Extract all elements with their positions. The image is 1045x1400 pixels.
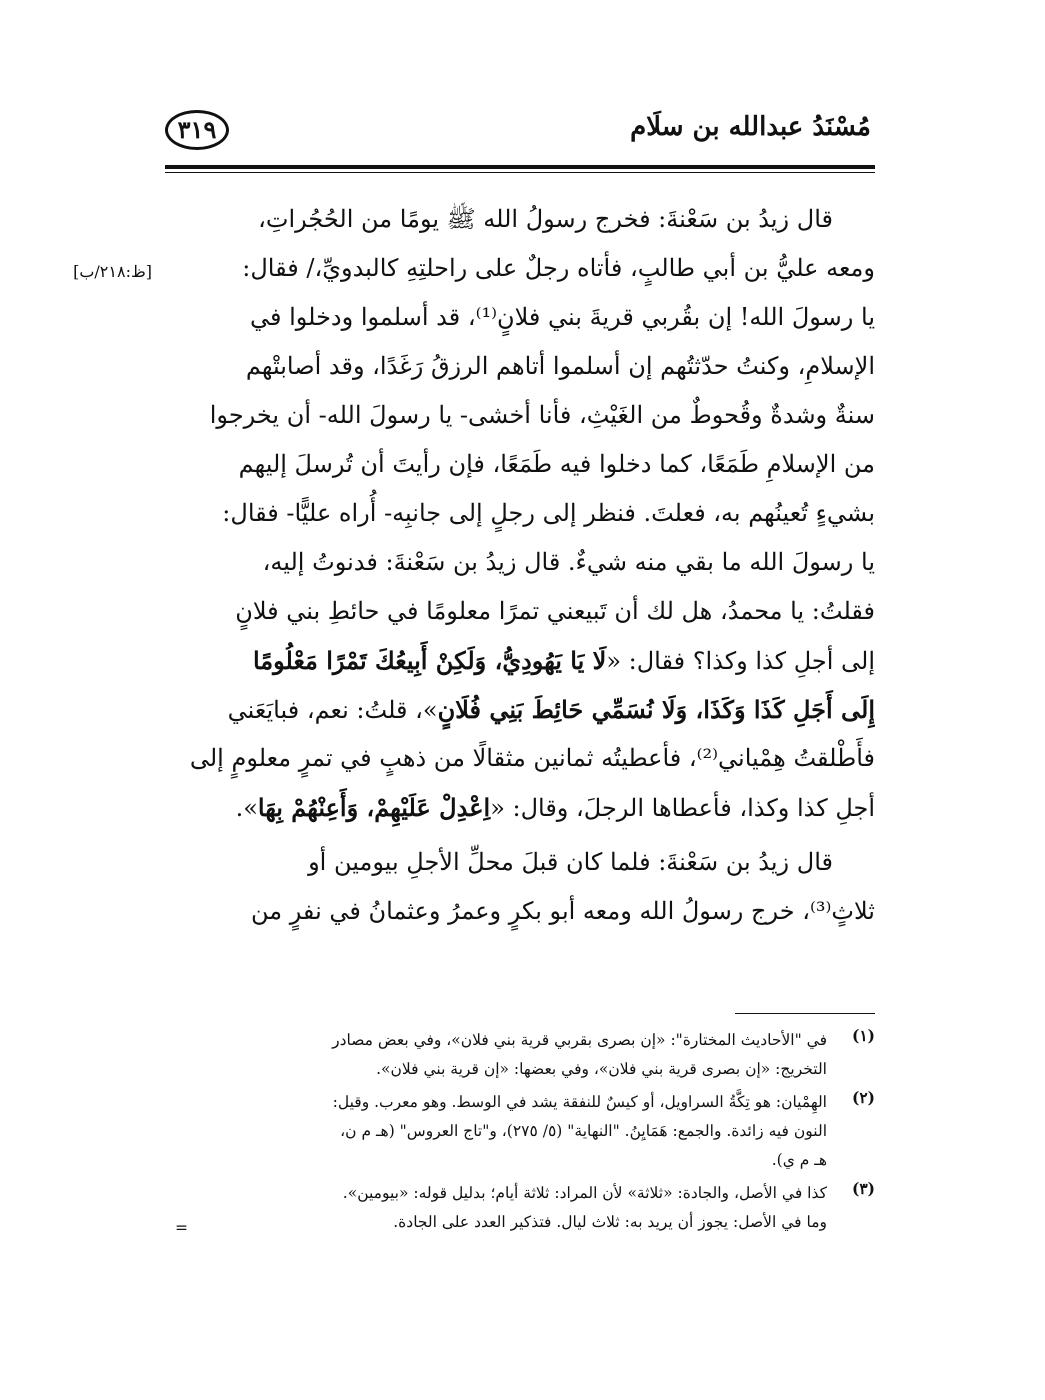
continuation-mark: = [175,1219,188,1237]
footnote-line: هـ م ي). [771,1151,827,1169]
text-line: فأَطْلقتُ هِمْياني⁽²⁾، فأعطيتُه ثمانين مثقالًا من ذهبٍ في تمرٍ معلومٍ إلى [189,744,875,772]
footnote-line: الهِمْيان: هو تِكَّةُ السراويل، أو كيسٌ للنفقة يشد في الوسط. وهو معرب. وقيل: [332,1093,827,1111]
running-title: مُسْنَدُ عبدالله بن سلَام [630,112,871,142]
footnote-2 [165,1088,875,1175]
footnote-line: النون فيه زائدة. والجمع: هَمَايِنُ. "النهاية" (٥/ ٢٧٥)، و"تاج العروس" (هـ م ن، [340,1122,827,1140]
text-line: سنةٌ وشدةٌ وقُحوطٌ من الغَيْثِ، فأنا أخشى- يا رسولَ الله- أن يخرجوا [209,401,875,429]
hadith-quote: لَا يَا يَهُودِيُّ، وَلَكِنْ أَبِيعُكَ تَمْرًا مَعْلُومًا [252,646,607,675]
footnotes [165,1026,875,1241]
text-line: بشيءٍ تُعينُهم به، فعلتَ. فنظر إلى رجلٍ إلى جانبِه- أُراه عليًّا- فقال: [222,499,875,527]
text-line: ومعه عليُّ بن أبي طالبٍ، فأتاه رجلٌ على راحلتِهِ كالبدويِّ،/ فقال: [242,254,875,282]
text-segment: أجلِ كذا وكذا، فأعطاها الرجلَ، وقال: « [490,794,875,822]
text-line: فقلتُ: يا محمدُ، هل لك أن تَبيعني تمرًا معلومًا في حائطِ بني فلانٍ [235,597,875,625]
footnote-number: (١) [851,1026,875,1045]
footnote-line: التخريج: «إن بصرى قرية بني فلان»، وفي بعضها: «إن قرية بني فلان». [376,1060,827,1078]
text-line [165,685,875,734]
text-line [165,636,875,685]
text-line: قال زيدُ بن سَعْنةَ: فلما كان قبلَ محلِّ الأجلِ بيومين أو [308,848,833,876]
text-line [165,783,875,832]
hadith-quote: إِلَى أَجَلِ كَذَا وَكَذَا، وَلَا نُسَمِّي حَائِطَ بَنِي فُلَانٍ [437,695,875,724]
header-rule-thin [165,172,875,173]
text-line: قال زيدُ بن سَعْنةَ: فخرج رسولُ الله ﷺ يومًا من الحُجُراتِ، [258,205,833,233]
page-number-badge: ٣١٩ [165,110,229,150]
footnote-3 [165,1179,875,1237]
manuscript-folio-reference: [ظ:٢١٨/ب] [73,262,152,281]
footnote-1 [165,1026,875,1084]
footnote-number: (٣) [851,1179,875,1198]
header-rule-thick [165,165,875,169]
text-line: يا رسولَ الله ما بقي منه شيءٌ. قال زيدُ بن سَعْنةَ: فدنوتُ إليه، [262,548,875,576]
main-text [165,195,875,940]
text-segment: إلى أجلِ كذا وكذا؟ فقال: « [606,647,875,675]
footnote-line: وما في الأصل: يجوز أن يريد به: ثلاث ليال. فتذكير العدد على الجادة. [393,1213,827,1231]
paragraph-1 [165,195,875,832]
footnote-number: (٢) [851,1088,875,1107]
footnote-line: في "الأحاديث المختارة": «إن بصرى بقربي قرية بني فلان»، وفي بعض مصادر [332,1031,827,1049]
text-segment: »، قلتُ: نعم، فبايَعَني [227,696,438,724]
hadith-quote: اِعْدِلْ عَلَيْهِمْ، وَأَعِنْهُمْ بِهَا [257,793,491,822]
footnote-separator [735,1013,875,1014]
paragraph-2 [165,838,875,936]
footnote-line: كذا في الأصل، والجادة: «ثلاثة» لأن المراد: ثلاثة أيام؛ بدليل قوله: «بيومين». [342,1184,827,1202]
text-segment: ». [235,794,258,822]
text-line: الإسلامِ، وكنتُ حدّثتُهم إن أسلموا أتاهم الرزقُ رَغَدًا، وقد أصابتْهم [245,352,875,380]
text-line: يا رسولَ الله! إن بقُربي قريةَ بني فلانٍ⁽¹⁾، قد أسلموا ودخلوا في [249,303,875,331]
text-line: من الإسلامِ طَمَعًا، كما دخلوا فيه طَمَعًا، فإن رأيتَ أن تُرسلَ إليهم [238,450,875,478]
text-line: ثلاثٍ⁽³⁾، خرج رسولُ الله ومعه أبو بكرٍ وعمرُ وعثمانُ في نفرٍ من [250,897,875,925]
